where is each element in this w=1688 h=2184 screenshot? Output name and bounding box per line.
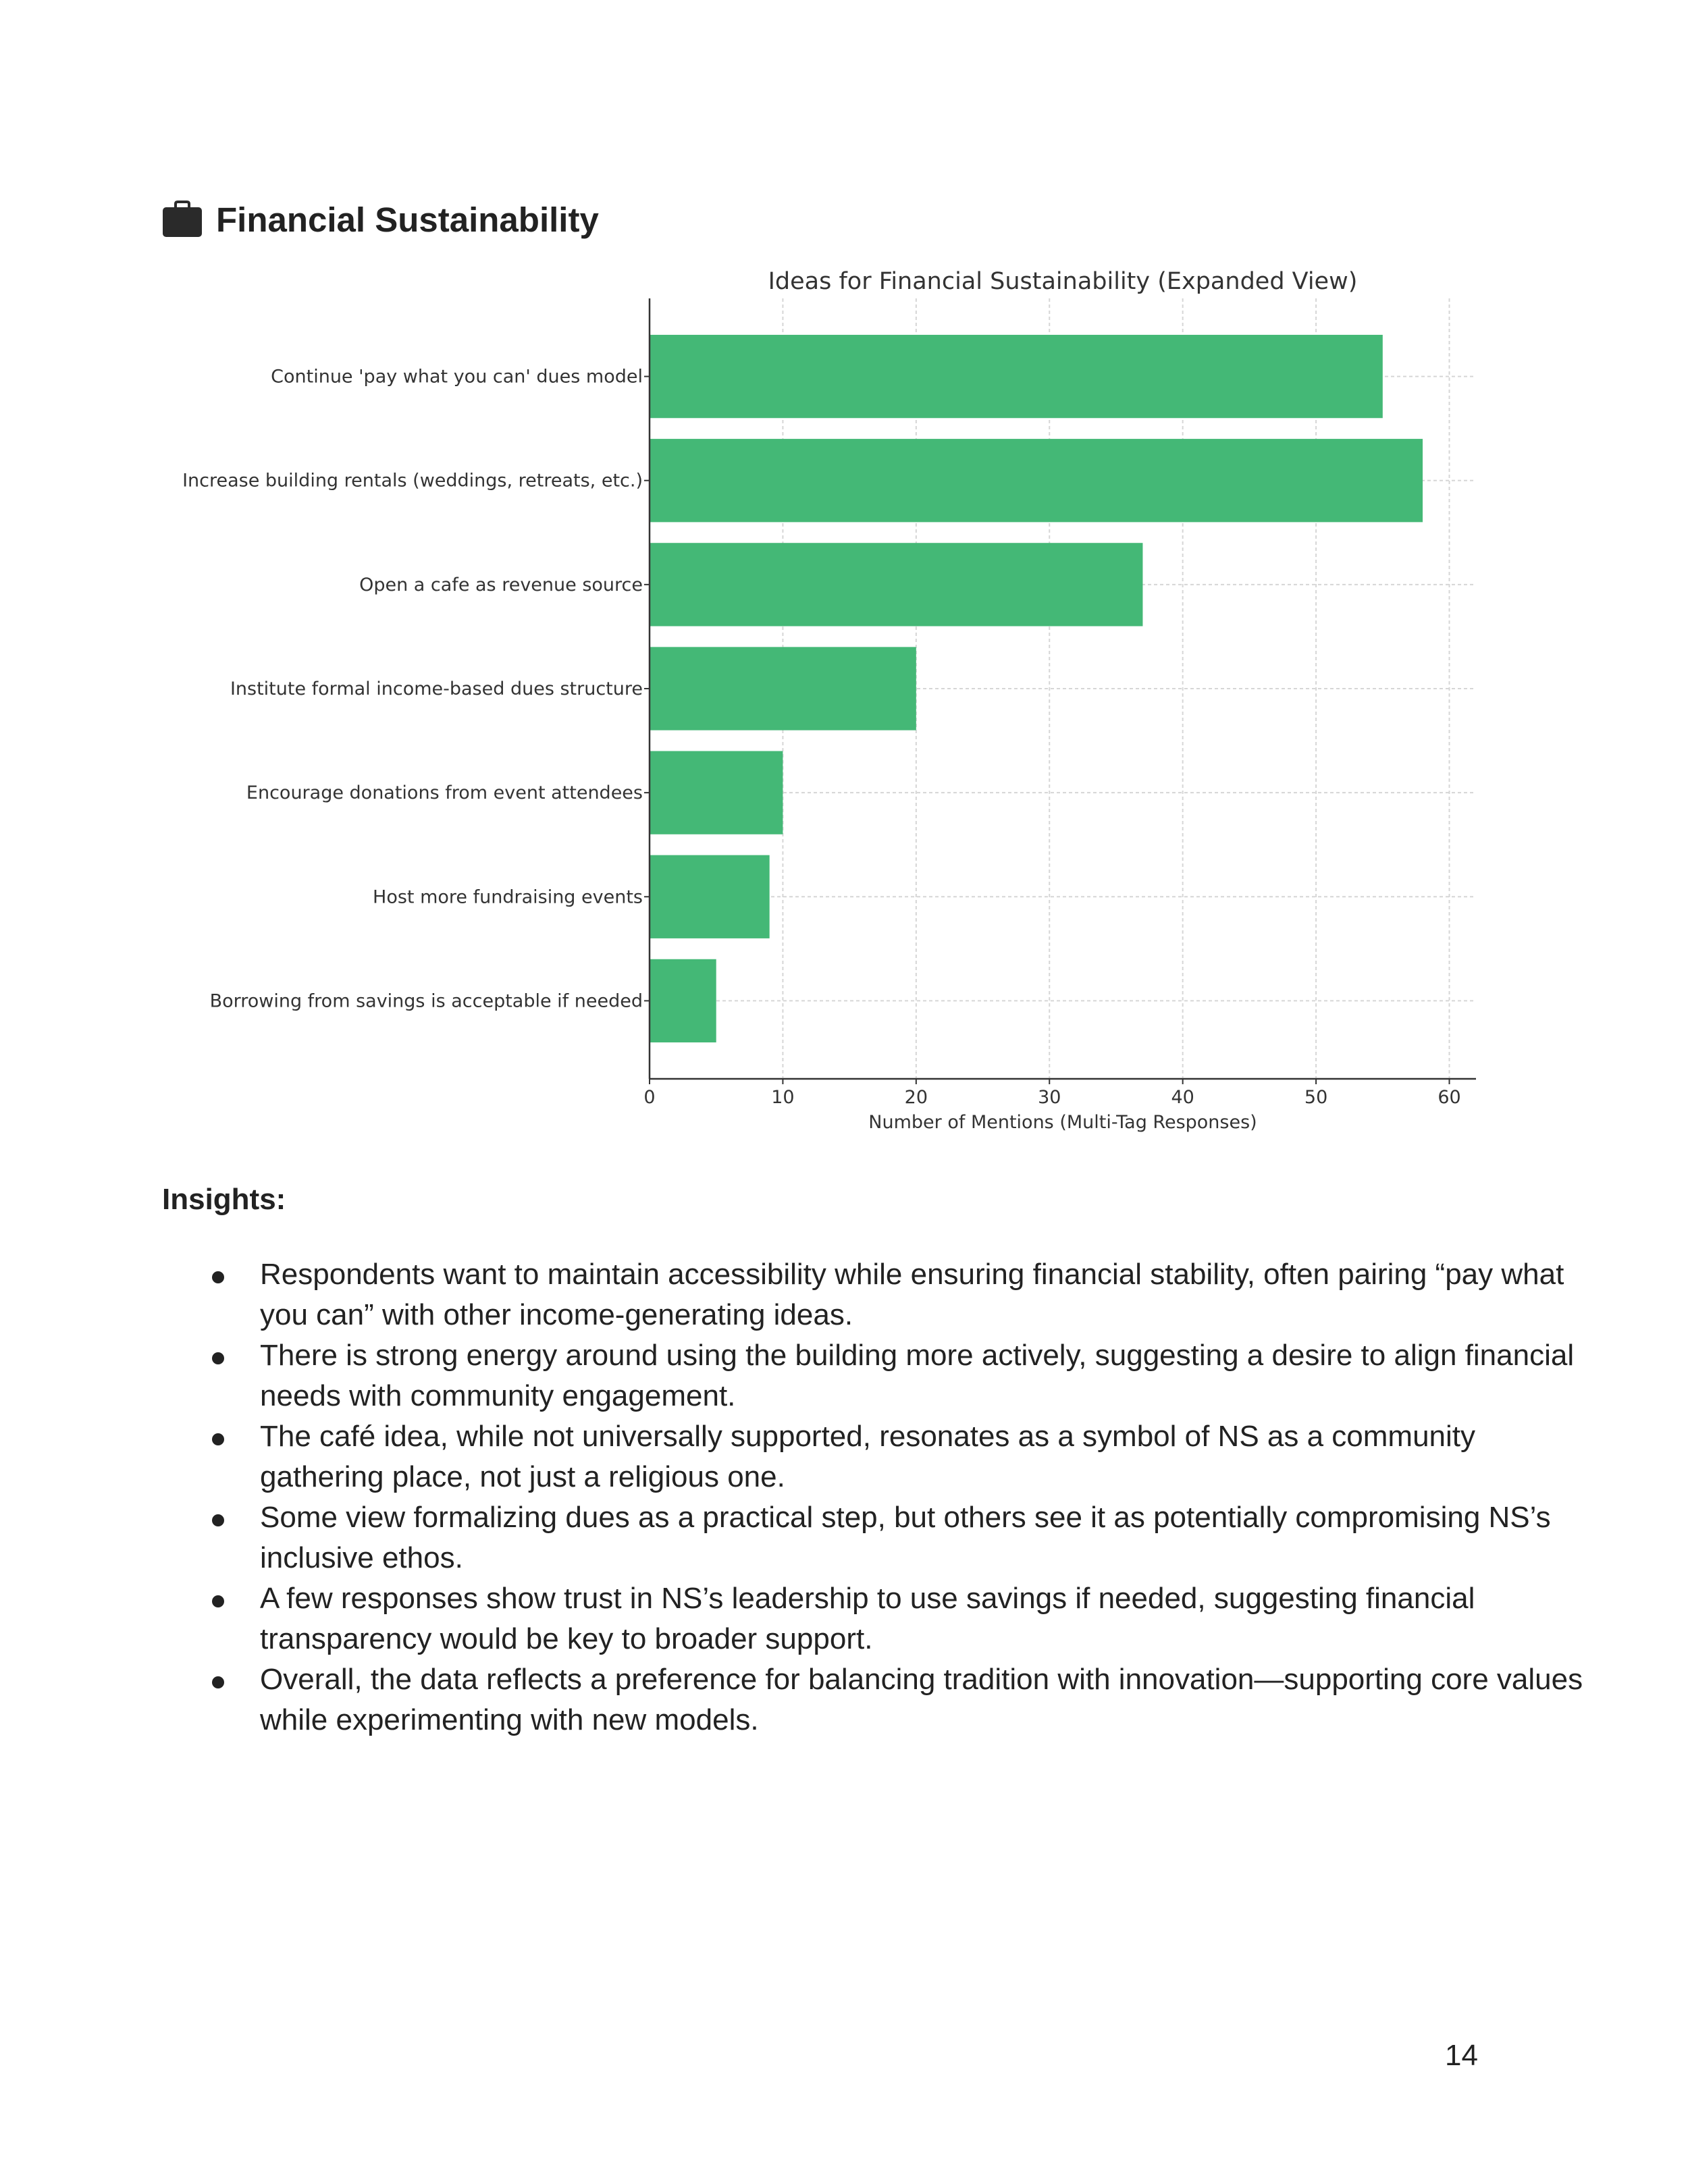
- y-tick-label: Borrowing from savings is acceptable if needed: [209, 990, 643, 1012]
- insights-list: [209, 1254, 1593, 1740]
- chart-title: Ideas for Financial Sustainability (Expanded View): [768, 268, 1358, 295]
- x-tick-label: 10: [771, 1087, 795, 1108]
- page-number: 14: [1445, 2039, 1478, 2072]
- bar: [650, 335, 1383, 418]
- insight-item: A few responses show trust in NS’s leadership to use savings if needed, suggesting financial transparency would be key to broader support.: [209, 1578, 1593, 1659]
- bar: [650, 439, 1423, 522]
- bar: [650, 543, 1142, 626]
- bar: [650, 751, 783, 834]
- y-tick-label: Institute formal income-based dues structure: [230, 678, 643, 699]
- x-tick-label: 20: [904, 1087, 928, 1108]
- x-tick-label: 40: [1171, 1087, 1194, 1108]
- x-tick-label: 50: [1304, 1087, 1328, 1108]
- y-tick-label: Host more fundraising events: [373, 886, 643, 908]
- y-tick-label: Encourage donations from event attendees: [246, 782, 643, 804]
- x-tick-label: 60: [1438, 1087, 1461, 1108]
- bar: [650, 959, 716, 1042]
- insights-title: Insights:: [162, 1183, 286, 1216]
- bar: [650, 855, 770, 938]
- y-tick-label: Increase building rentals (weddings, retreats, etc.): [182, 470, 643, 491]
- y-tick-label: Continue 'pay what you can' dues model: [271, 366, 643, 388]
- x-tick-label: 0: [643, 1087, 656, 1108]
- x-axis-label: Number of Mentions (Multi-Tag Responses): [868, 1112, 1257, 1133]
- insight-item: Respondents want to maintain accessibility while ensuring financial stability, often pairing “pay what you can” with other income-generating ideas.: [209, 1254, 1593, 1335]
- insight-item: Overall, the data reflects a preference for balancing tradition with innovation—supporting core values while experimenting with new models.: [209, 1659, 1593, 1740]
- insight-item: The café idea, while not universally supported, resonates as a symbol of NS as a community gathering place, not just a religious one.: [209, 1416, 1593, 1497]
- bar: [650, 647, 916, 730]
- insight-item: Some view formalizing dues as a practical step, but others see it as potentially compromising NS’s inclusive ethos.: [209, 1497, 1593, 1578]
- y-tick-label: Open a cafe as revenue source: [359, 574, 643, 595]
- x-tick-label: 30: [1038, 1087, 1061, 1108]
- section-title: Financial Sustainability: [216, 200, 599, 239]
- insight-item: There is strong energy around using the building more actively, suggesting a desire to align financial needs with community engagement.: [209, 1335, 1593, 1416]
